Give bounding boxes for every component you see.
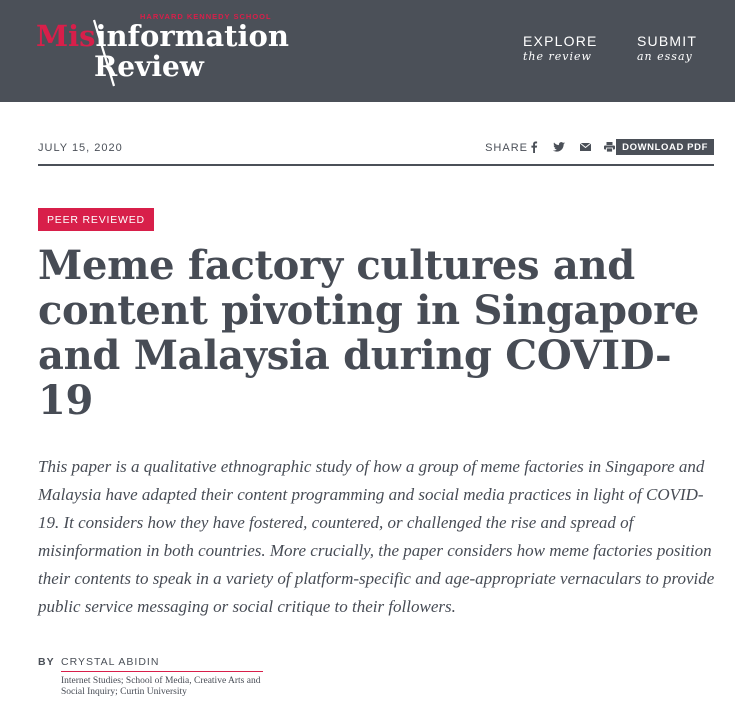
article-abstract: This paper is a qualitative ethnographic study of how a group of meme factories in Singapore and Malaysia have adapted their content programming and social media practices in light of COVID-19. It considers how they have fostered, countered, or challenged the rise and spread of misinformation in both countries. More crucially, the paper considers how meme factories position their contents to speak in a variety of platform-specific and age-appropriate vernaculars to provide public service messaging or social critique to their followers. xyxy=(38,457,715,616)
logo-information: information xyxy=(95,19,289,53)
site-logo[interactable] xyxy=(36,10,289,88)
print-icon[interactable] xyxy=(602,140,616,154)
author-name[interactable]: CRYSTAL ABIDIN xyxy=(61,656,263,672)
nav-explore-subtitle: the review xyxy=(523,50,592,63)
logo-school-text: HARVARD KENNEDY SCHOOL xyxy=(140,12,272,21)
peer-reviewed-badge: PEER REVIEWED xyxy=(38,208,154,231)
twitter-icon[interactable] xyxy=(552,140,566,154)
nav-explore[interactable] xyxy=(523,33,598,63)
site-header xyxy=(0,0,735,102)
nav-submit-title: SUBMIT xyxy=(637,33,698,49)
nav-submit-subtitle: an essay xyxy=(637,50,693,63)
publish-date: JULY 15, 2020 xyxy=(38,142,123,154)
share-label: SHARE xyxy=(485,142,528,154)
nav-explore-title: EXPLORE xyxy=(523,33,598,49)
nav-submit[interactable] xyxy=(637,33,697,63)
email-icon[interactable] xyxy=(578,140,592,154)
download-pdf-button[interactable]: DOWNLOAD PDF xyxy=(616,139,714,155)
article-title: Meme factory cultures and content pivoting in Singapore and Malaysia during COVID-19 xyxy=(38,242,699,424)
logo-line-1 xyxy=(36,20,289,52)
author-affiliation: Internet Studies; School of Media, Creative Arts and Social Inquiry; Curtin University xyxy=(61,676,261,697)
facebook-icon[interactable] xyxy=(527,140,541,154)
article-meta-bar xyxy=(38,138,714,166)
logo-mis: Mis xyxy=(36,19,96,53)
logo-review: Review xyxy=(94,50,204,83)
logo-slash-mark xyxy=(90,18,120,88)
by-label: BY xyxy=(38,656,55,668)
